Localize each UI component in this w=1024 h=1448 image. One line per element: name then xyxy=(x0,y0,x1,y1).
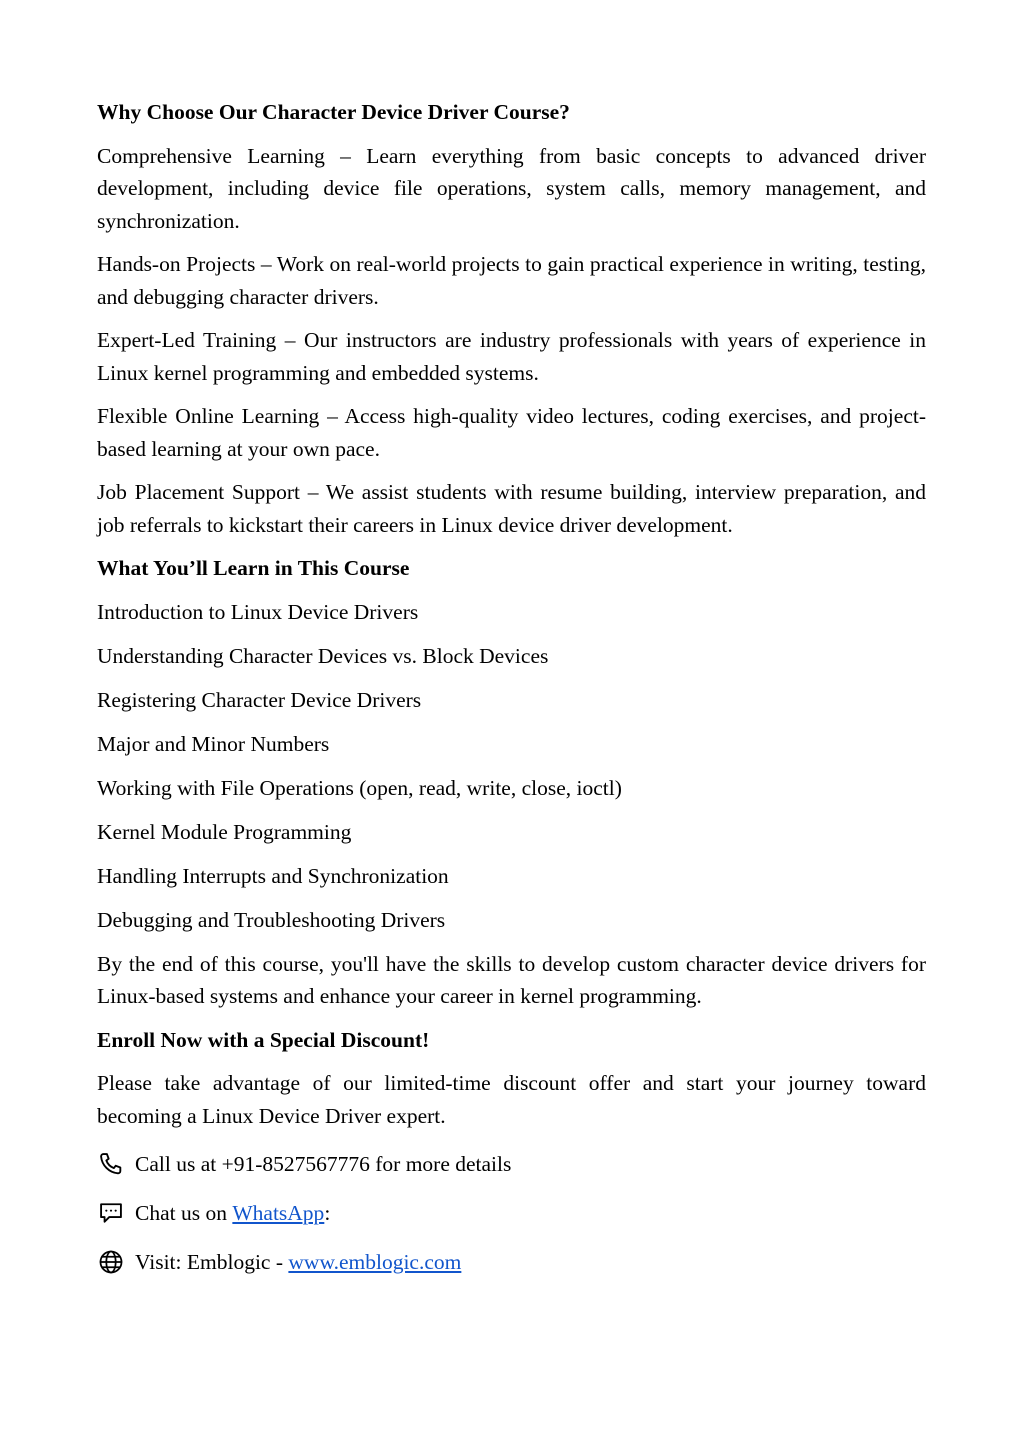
enroll-heading: Enroll Now with a Special Discount! xyxy=(97,1027,430,1052)
learn-item: Major and Minor Numbers xyxy=(97,731,330,756)
emblogic-website-link[interactable]: www.emblogic.com xyxy=(288,1249,462,1274)
why-paragraph-placement: Job Placement Support – We assist students with resume building, interview preparation, and job referrals to kickstart their careers in Linux device driver development. xyxy=(97,480,926,537)
learn-item: Handling Interrupts and Synchronization xyxy=(97,863,449,888)
why-paragraph-expert-led: Expert-Led Training – Our instructors are industry professionals with years of experience in Linux kernel programming and embedded systems. xyxy=(97,328,926,385)
document-page xyxy=(97,96,926,1278)
contact-phone-line xyxy=(97,1148,926,1180)
contact-chat-prefix: Chat us on xyxy=(135,1200,233,1225)
why-heading: Why Choose Our Character Device Driver Course? xyxy=(97,100,570,124)
learn-item: Kernel Module Programming xyxy=(97,819,352,844)
chat-icon xyxy=(97,1199,125,1227)
phone-icon xyxy=(97,1150,125,1178)
contact-chat-suffix: : xyxy=(324,1200,331,1225)
globe-icon xyxy=(97,1248,125,1276)
enroll-text: Please take advantage of our limited-time discount offer and start your journey toward becoming a Linux Device Driver expert. xyxy=(97,1071,926,1128)
why-paragraph-hands-on: Hands-on Projects – Work on real-world projects to gain practical experience in writing, testing, and debugging character drivers. xyxy=(97,252,926,309)
contact-web-line xyxy=(97,1246,926,1278)
contact-web-prefix: Visit: Emblogic - xyxy=(135,1249,289,1274)
learn-item: Debugging and Troubleshooting Drivers xyxy=(97,907,446,932)
learn-item: Introduction to Linux Device Drivers xyxy=(97,599,419,624)
whatsapp-link[interactable]: WhatsApp xyxy=(232,1200,325,1225)
learn-summary: By the end of this course, you'll have the skills to develop custom character device drivers for Linux-based systems and enhance your career in kernel programming. xyxy=(97,951,926,1008)
contact-chat-line xyxy=(97,1197,926,1229)
contact-phone-text: Call us at +91-8527567776 for more details xyxy=(135,1151,512,1176)
why-paragraph-flexible: Flexible Online Learning – Access high-quality video lectures, coding exercises, and project-based learning at your own pace. xyxy=(97,404,926,461)
learn-item: Working with File Operations (open, read, write, close, ioctl) xyxy=(97,775,622,800)
learn-heading: What You’ll Learn in This Course xyxy=(97,556,410,580)
why-paragraph-comprehensive: Comprehensive Learning – Learn everything from basic concepts to advanced driver development, including device file operations, system calls, memory management, and synchronization. xyxy=(97,143,926,233)
learn-item: Registering Character Device Drivers xyxy=(97,687,422,712)
learn-item: Understanding Character Devices vs. Block Devices xyxy=(97,643,549,668)
